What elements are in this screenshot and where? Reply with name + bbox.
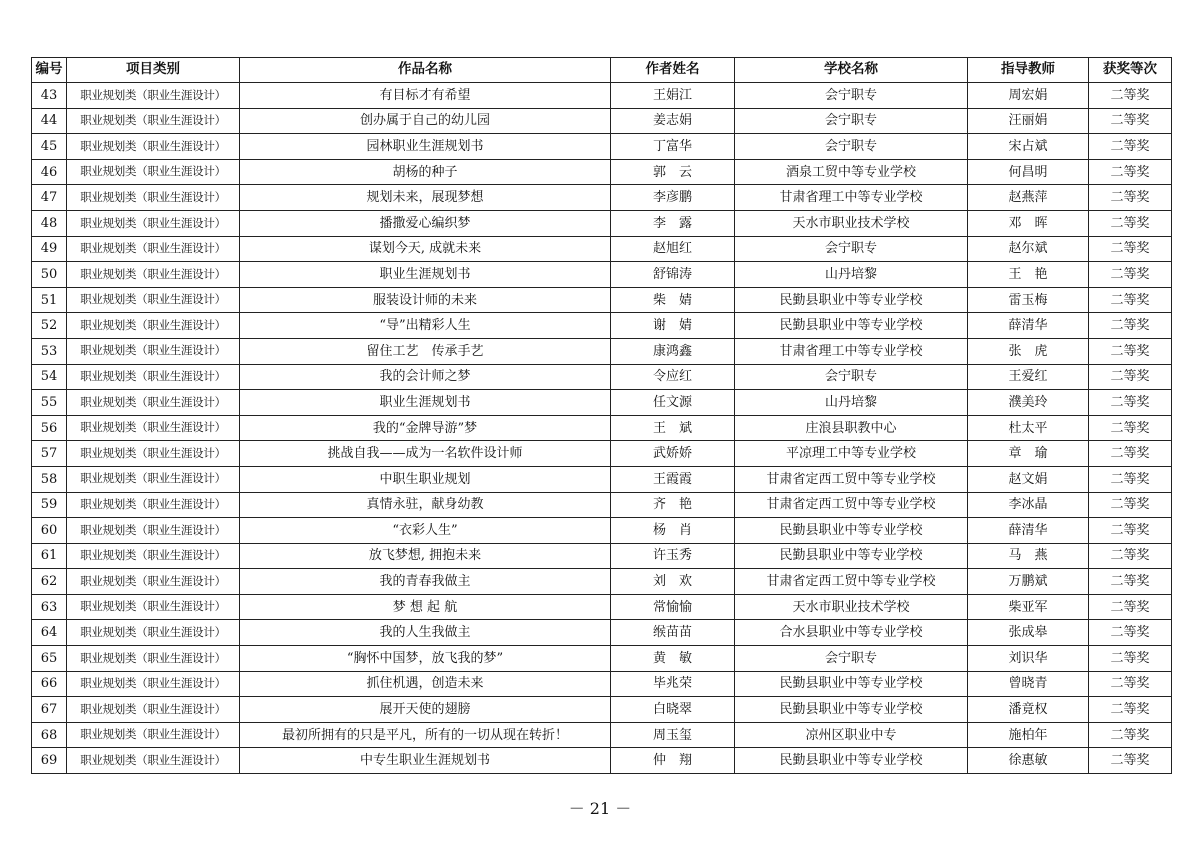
table-row — [32, 210, 1172, 236]
cell-teacher: 宋占斌 — [968, 134, 1089, 160]
table-row — [32, 415, 1172, 441]
cell-award: 二等奖 — [1089, 697, 1172, 723]
cell-author: 缑苗苗 — [611, 620, 735, 646]
cell-author: 王霞霞 — [611, 466, 735, 492]
cell-award: 二等奖 — [1089, 722, 1172, 748]
cell-school: 天水市职业技术学校 — [735, 594, 968, 620]
cell-school: 凉州区职业中专 — [735, 722, 968, 748]
cell-num: 68 — [32, 722, 67, 748]
cell-teacher: 邓 晖 — [968, 210, 1089, 236]
cell-category: 职业规划类（职业生涯设计） — [67, 671, 240, 697]
cell-category: 职业规划类（职业生涯设计） — [67, 108, 240, 134]
cell-school: 会宁职专 — [735, 83, 968, 109]
cell-category: 职业规划类（职业生涯设计） — [67, 646, 240, 672]
header-award: 获奖等次 — [1089, 58, 1172, 83]
cell-teacher: 施柏年 — [968, 722, 1089, 748]
cell-category: 职业规划类（职业生涯设计） — [67, 492, 240, 518]
awards-table — [31, 57, 1172, 774]
cell-num: 62 — [32, 569, 67, 595]
cell-work: 留住工艺 传承手艺 — [240, 338, 611, 364]
table-row — [32, 646, 1172, 672]
cell-num: 66 — [32, 671, 67, 697]
cell-num: 44 — [32, 108, 67, 134]
cell-author: 李 露 — [611, 210, 735, 236]
cell-award: 二等奖 — [1089, 287, 1172, 313]
cell-category: 职业规划类（职业生涯设计） — [67, 262, 240, 288]
table-body — [32, 83, 1172, 774]
cell-teacher: 赵尔斌 — [968, 236, 1089, 262]
cell-award: 二等奖 — [1089, 415, 1172, 441]
cell-school: 民勤县职业中等专业学校 — [735, 518, 968, 544]
cell-school: 酒泉工贸中等专业学校 — [735, 159, 968, 185]
cell-award: 二等奖 — [1089, 492, 1172, 518]
cell-award: 二等奖 — [1089, 466, 1172, 492]
cell-category: 职业规划类（职业生涯设计） — [67, 159, 240, 185]
cell-school: 平凉理工中等专业学校 — [735, 441, 968, 467]
cell-num: 63 — [32, 594, 67, 620]
cell-category: 职业规划类（职业生涯设计） — [67, 313, 240, 339]
cell-school: 甘肃省定西工贸中等专业学校 — [735, 466, 968, 492]
cell-work: 我的“金牌导游”梦 — [240, 415, 611, 441]
cell-category: 职业规划类（职业生涯设计） — [67, 338, 240, 364]
table-row — [32, 441, 1172, 467]
cell-award: 二等奖 — [1089, 620, 1172, 646]
table-row — [32, 620, 1172, 646]
cell-award: 二等奖 — [1089, 748, 1172, 774]
cell-teacher: 潘竟权 — [968, 697, 1089, 723]
cell-category: 职业规划类（职业生涯设计） — [67, 83, 240, 109]
cell-num: 50 — [32, 262, 67, 288]
header-school: 学校名称 — [735, 58, 968, 83]
table-row — [32, 594, 1172, 620]
cell-num: 65 — [32, 646, 67, 672]
cell-award: 二等奖 — [1089, 83, 1172, 109]
cell-school: 民勤县职业中等专业学校 — [735, 748, 968, 774]
cell-work: 播撒爱心编织梦 — [240, 210, 611, 236]
cell-award: 二等奖 — [1089, 210, 1172, 236]
cell-school: 山丹培黎 — [735, 262, 968, 288]
cell-work: 职业生涯规划书 — [240, 262, 611, 288]
cell-work: 挑战自我——成为一名软件设计师 — [240, 441, 611, 467]
cell-category: 职业规划类（职业生涯设计） — [67, 466, 240, 492]
cell-author: 常愉愉 — [611, 594, 735, 620]
table-row — [32, 134, 1172, 160]
cell-school: 山丹培黎 — [735, 390, 968, 416]
cell-teacher: 柴亚军 — [968, 594, 1089, 620]
cell-school: 民勤县职业中等专业学校 — [735, 543, 968, 569]
cell-author: 郭 云 — [611, 159, 735, 185]
cell-author: 谢 婧 — [611, 313, 735, 339]
cell-school: 甘肃省理工中等专业学校 — [735, 338, 968, 364]
cell-work: 规划未来，展现梦想 — [240, 185, 611, 211]
cell-work: 创办属于自己的幼儿园 — [240, 108, 611, 134]
cell-teacher: 雷玉梅 — [968, 287, 1089, 313]
cell-work: 抓住机遇，创造未来 — [240, 671, 611, 697]
cell-teacher: 赵文娟 — [968, 466, 1089, 492]
cell-author: 令应红 — [611, 364, 735, 390]
cell-school: 会宁职专 — [735, 134, 968, 160]
cell-num: 57 — [32, 441, 67, 467]
cell-work: 展开天使的翅膀 — [240, 697, 611, 723]
cell-num: 58 — [32, 466, 67, 492]
table-row — [32, 748, 1172, 774]
cell-author: 舒锦涛 — [611, 262, 735, 288]
cell-teacher: 薛清华 — [968, 518, 1089, 544]
header-category: 项目类别 — [67, 58, 240, 83]
cell-author: 柴 婧 — [611, 287, 735, 313]
cell-author: 姜志娟 — [611, 108, 735, 134]
cell-work: “导”出精彩人生 — [240, 313, 611, 339]
cell-school: 甘肃省理工中等专业学校 — [735, 185, 968, 211]
cell-award: 二等奖 — [1089, 441, 1172, 467]
cell-num: 61 — [32, 543, 67, 569]
cell-num: 67 — [32, 697, 67, 723]
cell-award: 二等奖 — [1089, 569, 1172, 595]
table-row — [32, 108, 1172, 134]
cell-num: 60 — [32, 518, 67, 544]
cell-school: 民勤县职业中等专业学校 — [735, 671, 968, 697]
cell-teacher: 张成皋 — [968, 620, 1089, 646]
cell-school: 甘肃省定西工贸中等专业学校 — [735, 492, 968, 518]
header-num: 编号 — [32, 58, 67, 83]
table-row — [32, 287, 1172, 313]
cell-category: 职业规划类（职业生涯设计） — [67, 185, 240, 211]
cell-award: 二等奖 — [1089, 594, 1172, 620]
cell-school: 甘肃省定西工贸中等专业学校 — [735, 569, 968, 595]
cell-teacher: 王爱红 — [968, 364, 1089, 390]
cell-work: 职业生涯规划书 — [240, 390, 611, 416]
cell-author: 黄 敏 — [611, 646, 735, 672]
cell-num: 49 — [32, 236, 67, 262]
cell-teacher: 刘识华 — [968, 646, 1089, 672]
cell-award: 二等奖 — [1089, 313, 1172, 339]
cell-num: 45 — [32, 134, 67, 160]
cell-school: 会宁职专 — [735, 364, 968, 390]
cell-category: 职业规划类（职业生涯设计） — [67, 134, 240, 160]
cell-work: 我的会计师之梦 — [240, 364, 611, 390]
cell-author: 丁富华 — [611, 134, 735, 160]
cell-work: “衣彩人生” — [240, 518, 611, 544]
cell-award: 二等奖 — [1089, 390, 1172, 416]
header-teacher: 指导教师 — [968, 58, 1089, 83]
cell-author: 赵旭红 — [611, 236, 735, 262]
table-row — [32, 364, 1172, 390]
table-row — [32, 390, 1172, 416]
cell-work: 真情永驻，献身幼教 — [240, 492, 611, 518]
cell-work: 服装设计师的未来 — [240, 287, 611, 313]
cell-category: 职业规划类（职业生涯设计） — [67, 748, 240, 774]
page-number: － 21 － — [568, 799, 632, 818]
cell-award: 二等奖 — [1089, 185, 1172, 211]
cell-award: 二等奖 — [1089, 646, 1172, 672]
cell-teacher: 张 虎 — [968, 338, 1089, 364]
cell-teacher: 马 燕 — [968, 543, 1089, 569]
cell-num: 55 — [32, 390, 67, 416]
cell-num: 59 — [32, 492, 67, 518]
cell-category: 职业规划类（职业生涯设计） — [67, 390, 240, 416]
table-row — [32, 338, 1172, 364]
cell-author: 任文源 — [611, 390, 735, 416]
cell-work: 最初所拥有的只是平凡，所有的一切从现在转折！ — [240, 722, 611, 748]
cell-num: 47 — [32, 185, 67, 211]
cell-award: 二等奖 — [1089, 364, 1172, 390]
cell-school: 会宁职专 — [735, 236, 968, 262]
cell-num: 53 — [32, 338, 67, 364]
cell-school: 天水市职业技术学校 — [735, 210, 968, 236]
cell-school: 民勤县职业中等专业学校 — [735, 697, 968, 723]
cell-author: 仲 翔 — [611, 748, 735, 774]
cell-school: 会宁职专 — [735, 108, 968, 134]
cell-num: 56 — [32, 415, 67, 441]
cell-author: 李彦鹏 — [611, 185, 735, 211]
cell-work: 有目标才有希望 — [240, 83, 611, 109]
table-row — [32, 569, 1172, 595]
cell-author: 毕兆荣 — [611, 671, 735, 697]
cell-category: 职业规划类（职业生涯设计） — [67, 287, 240, 313]
cell-num: 54 — [32, 364, 67, 390]
table-row — [32, 83, 1172, 109]
cell-author: 周玉玺 — [611, 722, 735, 748]
table-row — [32, 671, 1172, 697]
header-work: 作品名称 — [240, 58, 611, 83]
cell-school: 庄浪县职教中心 — [735, 415, 968, 441]
table-row — [32, 518, 1172, 544]
cell-num: 43 — [32, 83, 67, 109]
cell-work: 梦 想 起 航 — [240, 594, 611, 620]
cell-author: 杨 肖 — [611, 518, 735, 544]
cell-school: 民勤县职业中等专业学校 — [735, 287, 968, 313]
cell-teacher: 王 艳 — [968, 262, 1089, 288]
cell-category: 职业规划类（职业生涯设计） — [67, 518, 240, 544]
table-row — [32, 236, 1172, 262]
cell-teacher: 万鹏斌 — [968, 569, 1089, 595]
cell-work: 我的人生我做主 — [240, 620, 611, 646]
cell-teacher: 何昌明 — [968, 159, 1089, 185]
cell-teacher: 杜太平 — [968, 415, 1089, 441]
cell-work: 放飞梦想, 拥抱未来 — [240, 543, 611, 569]
table-row — [32, 543, 1172, 569]
cell-num: 46 — [32, 159, 67, 185]
cell-category: 职业规划类（职业生涯设计） — [67, 722, 240, 748]
cell-teacher: 汪丽娟 — [968, 108, 1089, 134]
table-row — [32, 185, 1172, 211]
table-row — [32, 313, 1172, 339]
cell-author: 王娟江 — [611, 83, 735, 109]
cell-teacher: 章 瑜 — [968, 441, 1089, 467]
cell-work: 中职生职业规划 — [240, 466, 611, 492]
cell-teacher: 濮美玲 — [968, 390, 1089, 416]
cell-author: 王 斌 — [611, 415, 735, 441]
cell-teacher: 曾晓青 — [968, 671, 1089, 697]
cell-author: 刘 欢 — [611, 569, 735, 595]
table-row — [32, 492, 1172, 518]
cell-num: 52 — [32, 313, 67, 339]
cell-award: 二等奖 — [1089, 108, 1172, 134]
cell-award: 二等奖 — [1089, 159, 1172, 185]
cell-award: 二等奖 — [1089, 134, 1172, 160]
cell-category: 职业规划类（职业生涯设计） — [67, 236, 240, 262]
cell-category: 职业规划类（职业生涯设计） — [67, 210, 240, 236]
cell-category: 职业规划类（职业生涯设计） — [67, 364, 240, 390]
table-row — [32, 722, 1172, 748]
cell-num: 69 — [32, 748, 67, 774]
cell-work: 胡杨的种子 — [240, 159, 611, 185]
cell-category: 职业规划类（职业生涯设计） — [67, 620, 240, 646]
cell-num: 48 — [32, 210, 67, 236]
cell-work: 谋划今天, 成就未来 — [240, 236, 611, 262]
table-row — [32, 466, 1172, 492]
cell-award: 二等奖 — [1089, 518, 1172, 544]
cell-school: 会宁职专 — [735, 646, 968, 672]
cell-work: 我的青春我做主 — [240, 569, 611, 595]
cell-teacher: 周宏娟 — [968, 83, 1089, 109]
cell-category: 职业规划类（职业生涯设计） — [67, 594, 240, 620]
cell-teacher: 薛清华 — [968, 313, 1089, 339]
cell-category: 职业规划类（职业生涯设计） — [67, 441, 240, 467]
cell-school: 民勤县职业中等专业学校 — [735, 313, 968, 339]
table-header-row — [32, 58, 1172, 83]
cell-award: 二等奖 — [1089, 236, 1172, 262]
cell-award: 二等奖 — [1089, 262, 1172, 288]
cell-author: 许玉秀 — [611, 543, 735, 569]
cell-author: 康鸿鑫 — [611, 338, 735, 364]
cell-author: 白晓翠 — [611, 697, 735, 723]
cell-category: 职业规划类（职业生涯设计） — [67, 697, 240, 723]
cell-num: 64 — [32, 620, 67, 646]
cell-category: 职业规划类（职业生涯设计） — [67, 543, 240, 569]
cell-work: “胸怀中国梦，放飞我的梦” — [240, 646, 611, 672]
table-row — [32, 697, 1172, 723]
cell-category: 职业规划类（职业生涯设计） — [67, 569, 240, 595]
cell-award: 二等奖 — [1089, 671, 1172, 697]
cell-author: 齐 艳 — [611, 492, 735, 518]
cell-teacher: 李冰晶 — [968, 492, 1089, 518]
header-author: 作者姓名 — [611, 58, 735, 83]
cell-teacher: 赵燕萍 — [968, 185, 1089, 211]
cell-author: 武娇娇 — [611, 441, 735, 467]
table-row — [32, 262, 1172, 288]
cell-num: 51 — [32, 287, 67, 313]
cell-award: 二等奖 — [1089, 338, 1172, 364]
cell-work: 园林职业生涯规划书 — [240, 134, 611, 160]
cell-school: 合水县职业中等专业学校 — [735, 620, 968, 646]
table-row — [32, 159, 1172, 185]
cell-award: 二等奖 — [1089, 543, 1172, 569]
cell-teacher: 徐惠敏 — [968, 748, 1089, 774]
cell-category: 职业规划类（职业生涯设计） — [67, 415, 240, 441]
cell-work: 中专生职业生涯规划书 — [240, 748, 611, 774]
